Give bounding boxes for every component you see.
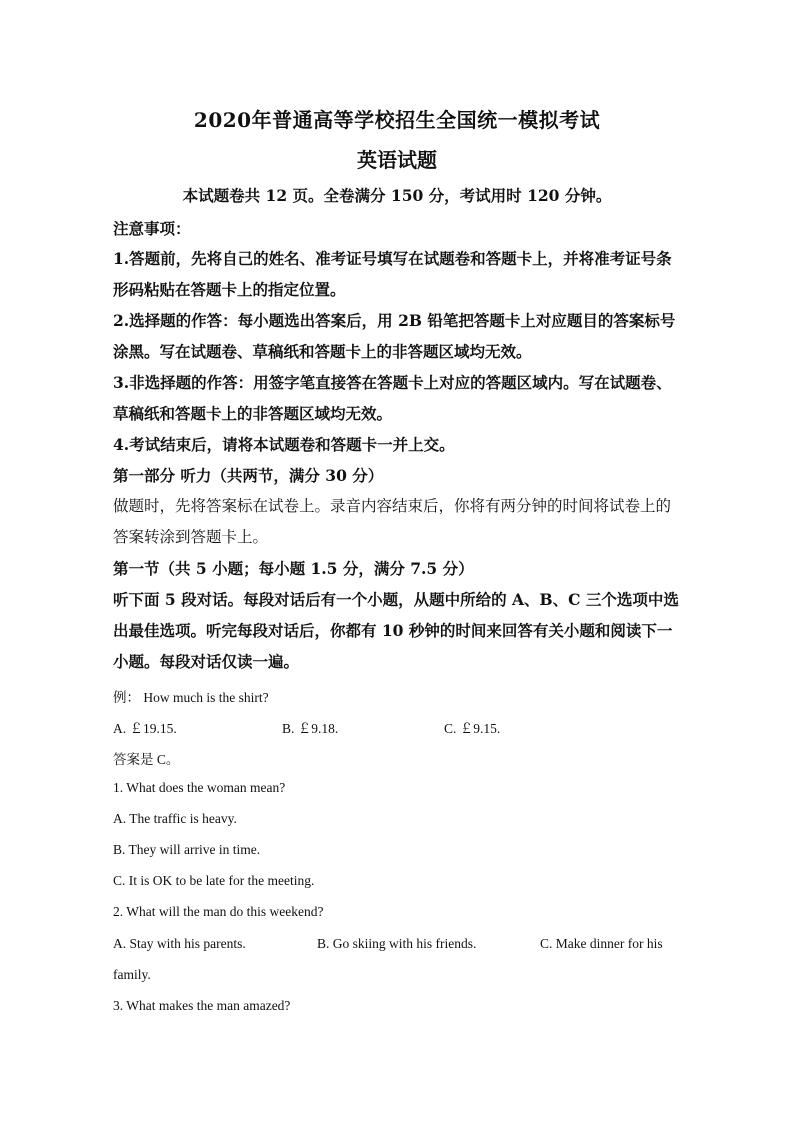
question-1-option-c: C. It is OK to be late for the meeting. bbox=[113, 873, 315, 888]
section1-heading: 第一节（共 5 小题；每小题 1.5 分，满分 7.5 分） bbox=[113, 559, 474, 578]
notice-item-4: 4.考试结束后，请将本试题卷和答题卡一并上交。 bbox=[113, 435, 455, 454]
example-question: 例： How much is the shirt? bbox=[113, 690, 269, 705]
section1-instruction: 听下面 5 段对话。每段对话后有一个小题，从题中所给的 A、B、C 三个选项中选出最佳选项。听完每段对话后，你都有 10 秒钟的时间来回答有关小题和阅读下一小题。每段对话仅读一遍。 bbox=[113, 590, 679, 671]
example-answer: 答案是 C。 bbox=[113, 752, 180, 767]
question-1-option-b: B. They will arrive in time. bbox=[113, 842, 261, 857]
question-1-option-a: A. The traffic is heavy. bbox=[113, 811, 237, 826]
notice-item-1: 1.答题前，先将自己的姓名、准考证号填写在试题卷和答题卡上，并将准考证号条形码粘贴在答题卡上的指定位置。 bbox=[113, 249, 672, 299]
subject-title: 英语试题 bbox=[357, 148, 437, 172]
question-1-stem: 1. What does the woman mean? bbox=[113, 780, 286, 795]
question-2-stem: 2. What will the man do this weekend? bbox=[113, 904, 324, 919]
notice-heading: 注意事项： bbox=[113, 219, 191, 238]
question-2-option-c: C. Make dinner for his bbox=[540, 936, 663, 951]
notice-item-2: 2.选择题的作答：每小题选出答案后，用 2B 铅笔把答题卡上对应题目的答案标号涂黑。写在试题卷、草稿纸和答题卡上的非答题区域均无效。 bbox=[113, 311, 676, 361]
example-option-c: C. ￡9.15. bbox=[444, 721, 501, 736]
example-option-b: B. ￡9.18. bbox=[282, 721, 339, 736]
question-2-option-b: B. Go skiing with his friends. bbox=[317, 936, 477, 951]
notice-item-3: 3.非选择题的作答：用签字笔直接答在答题卡上对应的答题区域内。写在试题卷、草稿纸和答题卡上的非答题区域均无效。 bbox=[113, 373, 672, 423]
question-2-option-c-continuation: family. bbox=[113, 967, 151, 982]
part1-heading: 第一部分 听力（共两节，满分 30 分） bbox=[113, 466, 384, 485]
exam-meta: 本试题卷共 12 页。全卷满分 150 分，考试用时 120 分钟。 bbox=[182, 186, 612, 205]
exam-title: 2020年普通高等学校招生全国统一模拟考试 bbox=[193, 108, 601, 132]
example-option-a: A. ￡19.15. bbox=[113, 721, 177, 736]
question-3-stem: 3. What makes the man amazed? bbox=[113, 998, 291, 1013]
question-2-option-a: A. Stay with his parents. bbox=[113, 936, 246, 951]
part1-instruction: 做题时，先将答案标在试卷上。录音内容结束后，你将有两分钟的时间将试卷上的答案转涂到答题卡上。 bbox=[113, 497, 672, 546]
